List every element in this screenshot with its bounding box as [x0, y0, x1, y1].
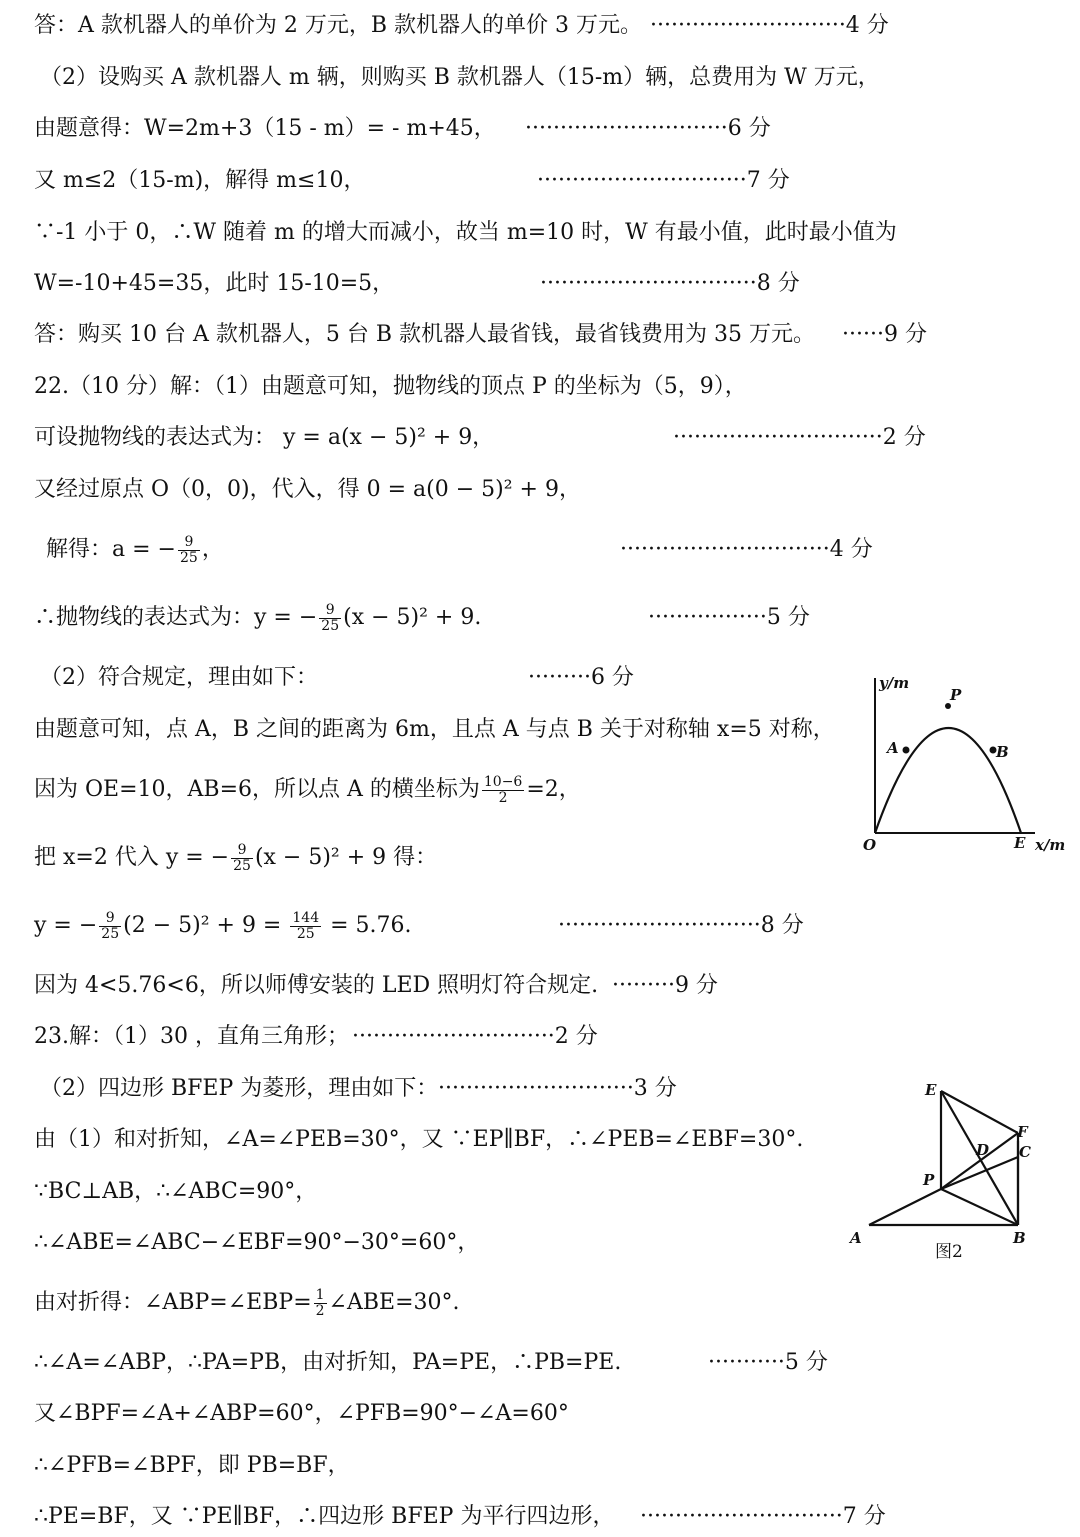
label-a: A — [850, 1229, 862, 1247]
text-line-2: （2）设购买 A 款机器人 m 辆，则购买 B 款机器人（15-m）辆，总费用为 W 万元， — [40, 65, 880, 90]
label-p: P — [923, 1171, 935, 1189]
text-line-9: 可设抛物线的表达式为： y = a(x − 5)² + 9， — [34, 425, 495, 450]
calc-post: = 5.76. — [323, 913, 412, 938]
fraction-denominator: 25 — [233, 857, 251, 874]
fraction-numerator: 9 — [178, 535, 200, 551]
label-d: D — [976, 1141, 990, 1159]
text-line-8: 22.（10 分）解：（1）由题意可知，抛物线的顶点 P 的坐标为（5，9）， — [34, 374, 747, 399]
fraction-numerator: 1 — [315, 1286, 325, 1303]
fraction — [482, 775, 524, 806]
fraction-numerator: 9 — [319, 603, 341, 619]
points-line-19: ·····························2 分 — [352, 1024, 598, 1049]
text-line-27: ∴∠PFB=∠BPF，即 PB=BF， — [34, 1453, 350, 1478]
text-line-14: 由题意可知，点 A，B 之间的距离为 6m，且点 A 与点 B 关于对称轴 x=5 对称， — [34, 717, 835, 742]
text-line-19: 23.解：（1）30 ，直角三角形； — [34, 1024, 349, 1049]
text-line-28: ∴PE=BF，又 ∵PE∥BF，∴四边形 BFEP 为平行四边形， — [34, 1504, 615, 1529]
point-b-label: B — [996, 743, 1009, 761]
fraction-numerator: 10−6 — [483, 773, 523, 790]
text-line-22: ∵BC⊥AB，∴∠ABC=90°， — [34, 1179, 318, 1204]
fraction-numerator: 9 — [99, 911, 121, 927]
calc-pre: y = − — [34, 913, 98, 938]
fraction-denominator: 25 — [296, 925, 315, 942]
points-line-1: ····························4 分 — [650, 13, 889, 38]
points-line-12: ·················5 分 — [648, 605, 810, 630]
label-f: F — [1017, 1123, 1028, 1141]
point-e-label: E — [1014, 834, 1026, 852]
text-line-10: 又经过原点 O（0，0)，代入，得 0 = a(0 − 5)² + 9， — [34, 477, 581, 502]
points-line-7: ······9 分 — [842, 322, 927, 347]
label-e: E — [925, 1081, 937, 1099]
text-line-24 — [34, 1283, 460, 1323]
solve-a-pre: 解得：a = − — [46, 537, 176, 562]
points-line-6: ·······························8 分 — [540, 271, 800, 296]
substitute-post: (x − 5)² + 9 得： — [254, 845, 438, 870]
text-line-4: 又 m≤2（15-m)，解得 m≤10， — [34, 168, 366, 193]
text-line-13: （2）符合规定，理由如下： — [40, 665, 318, 690]
fraction-denominator: 25 — [179, 549, 198, 566]
fraction — [290, 911, 321, 942]
label-c: C — [1019, 1143, 1031, 1161]
text-line-11 — [46, 530, 224, 570]
y-axis-label: y/m — [879, 674, 910, 692]
text-line-6: W=-10+45=35，此时 15-10=5， — [34, 271, 395, 296]
segment-ap — [869, 1189, 941, 1225]
fraction — [99, 911, 121, 942]
text-line-23: ∴∠ABE=∠ABC−∠EBF=90°−30°=60°， — [34, 1230, 480, 1255]
points-line-20: ····························3 分 — [438, 1076, 677, 1101]
expr-pre: ∴抛物线的表达式为：y = − — [34, 605, 318, 630]
calc-mid: (2 − 5)² + 9 = — [123, 913, 289, 938]
point-a-dot — [903, 747, 910, 754]
figure-caption: 图2 — [935, 1242, 963, 1262]
points-line-25: ···········5 分 — [708, 1350, 828, 1375]
solve-a-post: ， — [201, 537, 224, 562]
fold-pre: 由对折得：∠ABP=∠EBP= — [34, 1290, 312, 1315]
fraction-denominator: 25 — [101, 925, 120, 942]
fraction-denominator: 25 — [321, 617, 340, 634]
points-line-18: ·········9 分 — [612, 973, 718, 998]
expr-post: (x − 5)² + 9. — [343, 605, 482, 630]
text-line-21: 由（1）和对折知，∠A=∠PEB=30°，又 ∵EP∥BF，∴∠PEB=∠EBF=30°. — [34, 1127, 804, 1152]
points-line-11: ······························4 分 — [620, 537, 873, 562]
origin-label: O — [863, 836, 877, 854]
points-line-28: ·····························7 分 — [640, 1504, 886, 1529]
text-line-5: ∵-1 小于 0，∴W 随着 m 的增大而减小，故当 m=10 时，W 有最小值，此时最小值为 — [34, 220, 897, 245]
fold-post: ∠ABE=30°. — [328, 1290, 460, 1315]
fraction — [231, 843, 253, 874]
points-line-3: ·····························6 分 — [525, 116, 771, 141]
text-line-15 — [34, 770, 581, 810]
fraction-numerator: 9 — [231, 843, 253, 859]
fraction — [314, 1288, 327, 1319]
points-line-13: ·········6 分 — [528, 665, 634, 690]
text-line-25: ∴∠A=∠ABP，∴PA=PB，由对折知，PA=PE，∴PB=PE. — [34, 1350, 622, 1375]
text-line-12 — [34, 598, 481, 638]
fraction — [319, 603, 341, 634]
substitute-pre: 把 x=2 代入 y = − — [34, 845, 230, 870]
point-a-label: A — [887, 739, 899, 757]
points-line-17: ·····························8 分 — [558, 913, 804, 938]
points-line-9: ······························2 分 — [673, 425, 926, 450]
fraction-numerator: 144 — [292, 909, 320, 926]
text-line-16 — [34, 838, 437, 878]
abscissa-post: =2， — [526, 777, 581, 802]
text-line-1: 答：A 款机器人的单价为 2 万元，B 款机器人的单价 3 万元。 — [34, 13, 643, 38]
fraction-denominator: 2 — [315, 1302, 325, 1319]
text-line-17 — [34, 906, 412, 946]
rhombus-figure — [845, 1075, 1045, 1270]
x-axis-label: x/m — [1035, 836, 1066, 854]
points-line-4: ······························7 分 — [537, 168, 790, 193]
text-line-20: （2）四边形 BFEP 为菱形，理由如下： — [40, 1076, 439, 1101]
vertex-label: P — [950, 686, 962, 704]
text-line-7: 答：购买 10 台 A 款机器人，5 台 B 款机器人最省钱，最省钱费用为 35 万元。 — [34, 322, 815, 347]
text-line-18: 因为 4<5.76<6，所以师傅安装的 LED 照明灯符合规定. — [34, 973, 599, 998]
fraction — [178, 535, 200, 566]
label-b: B — [1013, 1229, 1026, 1247]
text-line-26: 又∠BPF=∠A+∠ABP=60°，∠PFB=90°−∠A=60° — [34, 1401, 569, 1426]
abscissa-pre: 因为 OE=10，AB=6，所以点 A 的横坐标为 — [34, 777, 480, 802]
text-line-3: 由题意得：W=2m+3（15 - m）= - m+45， — [34, 116, 496, 141]
fraction-denominator: 2 — [498, 789, 508, 806]
parabola-figure — [855, 668, 1070, 858]
